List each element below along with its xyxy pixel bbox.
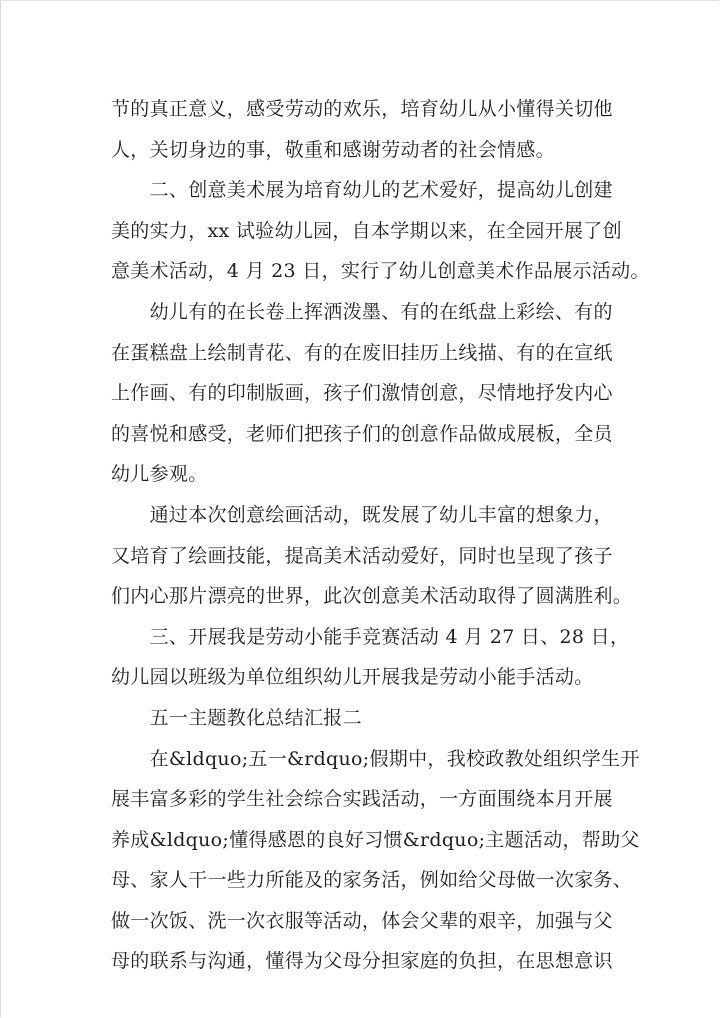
text-line: 三、开展我是劳动小能手竞赛活动 4 月 27 日、28 日， bbox=[111, 625, 630, 648]
text-line: 人，关切身边的事，敬重和感谢劳动者的社会情感。 bbox=[111, 138, 555, 161]
text-line: 的喜悦和感受，老师们把孩子们的创意作品做成展板，全员 bbox=[111, 422, 613, 445]
text-line: 养成&ldquo;懂得感恩的良好习惯&rdquo;主题活动，帮助父 bbox=[111, 828, 640, 851]
text-line: 幼儿园以班级为单位组织幼儿开展我是劳动小能手活动。 bbox=[111, 666, 594, 689]
text-line: 节的真正意义，感受劳动的欢乐，培育幼儿从小懂得关切他 bbox=[111, 98, 613, 120]
text-line: 母的联系与沟通，懂得为父母分担家庭的负担，在思想意识 bbox=[111, 950, 613, 973]
text-line: 美的实力，xx 试验幼儿园，自本学期以来，在全园开展了创 bbox=[111, 219, 622, 242]
text-line: 上作画、有的印制版画，孩子们激情创意，尽情地抒发内心 bbox=[111, 382, 613, 405]
text-line: 又培育了绘画技能，提高美术活动爱好，同时也呈现了孩子 bbox=[111, 544, 613, 567]
text-line: 意美术活动，4 月 23 日，实行了幼儿创意美术作品展示活动。 bbox=[111, 260, 650, 283]
section-heading: 五一主题教化总结汇报二 bbox=[111, 706, 362, 729]
text-line: 幼儿参观。 bbox=[111, 463, 208, 486]
text-line: 通过本次创意绘画活动，既发展了幼儿丰富的想象力， bbox=[111, 503, 613, 526]
text-line: 二、创意美术展为培育幼儿的艺术爱好，提高幼儿创建 bbox=[111, 179, 613, 202]
text-line: 们内心那片漂亮的世界，此次创意美术活动取得了圆满胜利。 bbox=[111, 585, 633, 608]
text-line: 展丰富多彩的学生社会综合实践活动，一方面围绕本月开展 bbox=[111, 788, 613, 811]
document-body bbox=[111, 89, 650, 982]
text-line: 在&ldquo;五一&rdquo;假期中，我校政教处组织学生开 bbox=[111, 747, 640, 770]
text-line: 母、家人干一些力所能及的家务活，例如给父母做一次家务、 bbox=[111, 869, 633, 892]
text-line: 幼儿有的在长卷上挥洒泼墨、有的在纸盘上彩绘、有的 bbox=[111, 300, 613, 323]
text-line: 在蛋糕盘上绘制青花、有的在废旧挂历上线描、有的在宣纸 bbox=[111, 341, 613, 364]
text-line: 做一次饭、洗一次衣服等活动，体会父辈的艰辛，加强与父 bbox=[111, 909, 613, 932]
